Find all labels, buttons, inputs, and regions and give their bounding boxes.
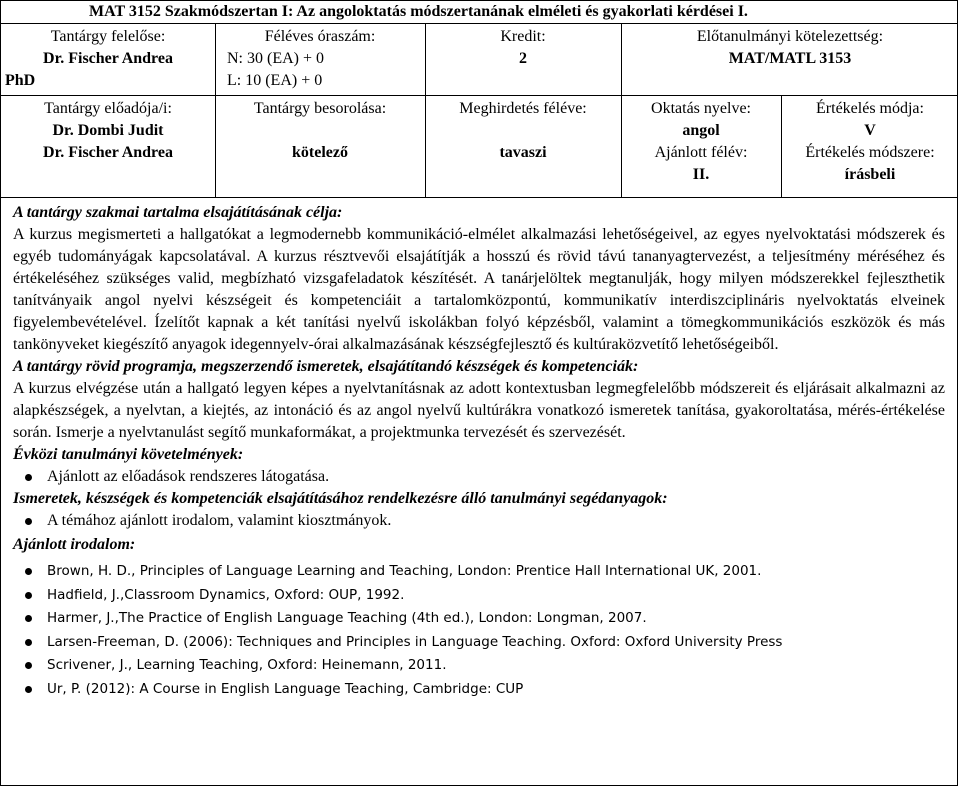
nyelv-value: angol: [682, 122, 720, 139]
ajanlott-label: Ajánlott félév:: [654, 144, 748, 161]
oraszam-label: Féléves óraszám:: [264, 28, 376, 45]
course-title: MAT 3152 Szakmódszertan I: Az angoloktatás módszertanának elméleti és gyakorlati kérdései I.: [1, 1, 957, 24]
program-text: A kurzus elvégzése után a hallgató legyen képes a nyelvtanításnak az adott kontextusban legmegfelelőbb módszereit és eljárásait alkalmazni az alapkészségek, a nyelvtan, a kiejtés, az intonáció és az angol nyelvű kultúrákra vonatkozó ismeretek tanítása, gyakoroltatása, mérés-értékelése során. Ismerje a nyelvtanulást segítő munkaformákat, a projektmunka tervezését és szervezését.: [13, 380, 945, 441]
ert-mod-value: V: [864, 122, 876, 139]
eloado-name-2: Dr. Fischer Andrea: [43, 144, 173, 161]
program-heading: A tantárgy rövid programja, megszerzendő ismeretek, elsajátítandó készségek és kompetenciák:: [13, 358, 639, 375]
elotan-value: MAT/MATL 3153: [728, 50, 852, 67]
ert-mod-label: Értékelés módja:: [816, 100, 924, 117]
kredit-label: Kredit:: [500, 28, 546, 45]
meghird-value: tavaszi: [499, 144, 547, 161]
ert-modsz-label: Értékelés módszere:: [805, 144, 935, 161]
ajanlott-value: II.: [692, 166, 710, 183]
reference-item: Hadfield, J.,Classroom Dynamics, Oxford: OUP, 1992.: [13, 584, 945, 608]
course-info-grid: [1, 24, 957, 198]
felelos-label: Tantárgy felelőse:: [50, 28, 166, 45]
evkozi-heading: Évközi tanulmányi követelmények:: [13, 446, 244, 463]
oraszam-l: L: 10 (EA) + 0: [227, 72, 323, 89]
oraszam-n: N: 30 (EA) + 0: [227, 50, 325, 67]
reference-item: Ur, P. (2012): A Course in English Language Teaching, Cambridge: CUP: [13, 678, 945, 702]
segedanyag-heading: Ismeretek, készségek és kompetenciák elsajátításához rendelkezésre álló tanulmányi segédanyagok:: [13, 490, 668, 507]
meghird-label: Meghirdetés féléve:: [459, 100, 587, 117]
list-item: A témához ajánlott irodalom, valamint kiosztmányok.: [13, 510, 945, 532]
list-item: Ajánlott az előadások rendszeres látogatása.: [13, 466, 945, 488]
cel-heading: A tantárgy szakmai tartalma elsajátításának célja:: [13, 204, 343, 221]
eloado-label: Tantárgy előadója/i:: [44, 100, 172, 117]
besorolas-label: Tantárgy besorolása:: [253, 100, 387, 117]
irodalom-list: [13, 560, 945, 701]
evkozi-list: [13, 466, 945, 488]
grid-divider: [1, 95, 957, 96]
besorolas-value: kötelező: [292, 144, 348, 161]
eloado-name-1: Dr. Dombi Judit: [52, 122, 164, 139]
course-content: [1, 198, 957, 701]
cel-text: A kurzus megismerteti a hallgatókat a legmodernebb kommunikáció-elmélet alkalmazási lehetőségeivel, az egyes nyelvoktatási módszerek és egyéb tudományágak kapcsolatával. A kurzus résztvevői elsajátítják a hosszú és rövid távú tananyagtervezést, a teljesítmény méréséhez és értékeléséhez szükséges valid, megbízható vizsgafeladatok készítését. A tanárjelöltek megtanulják, hogy milyen módszerekkel fejleszthetik tanítványaik angol nyelvi készségeit és kompetenciáit a tartalomközpontú, kommunikatív interdiszciplináris nyelvoktatás elveinek figyelembevételével. Ízelítőt kapnak a két tanítási nyelvű iskolákban folyó képzésből, valamint a tömegkommunikációs eszközök és más tankönyveket kiegészítő anyagok idegennyelv-órai alkalmazásának készségfejlesztő és kultúraközvetítő lehetőségeiből.: [13, 226, 945, 353]
felelos-degree: PhD: [5, 72, 36, 89]
reference-item: Harmer, J.,The Practice of English Language Teaching (4th ed.), London: Longman, 2007.: [13, 607, 945, 631]
elotan-label: Előtanulmányi kötelezettség:: [696, 28, 884, 45]
segedanyag-list: [13, 510, 945, 532]
irodalom-heading: Ajánlott irodalom:: [13, 536, 136, 553]
ert-modsz-value: írásbeli: [844, 166, 896, 183]
felelos-name: Dr. Fischer Andrea: [43, 50, 173, 67]
reference-item: Scrivener, J., Learning Teaching, Oxford: Heinemann, 2011.: [13, 654, 945, 678]
reference-item: Larsen-Freeman, D. (2006): Techniques and Principles in Language Teaching. Oxford: Oxford University Press: [13, 631, 945, 655]
nyelv-label: Oktatás nyelve:: [651, 100, 751, 117]
kredit-value: 2: [519, 50, 527, 67]
reference-item: Brown, H. D., Principles of Language Learning and Teaching, London: Prentice Hall International UK, 2001.: [13, 560, 945, 584]
